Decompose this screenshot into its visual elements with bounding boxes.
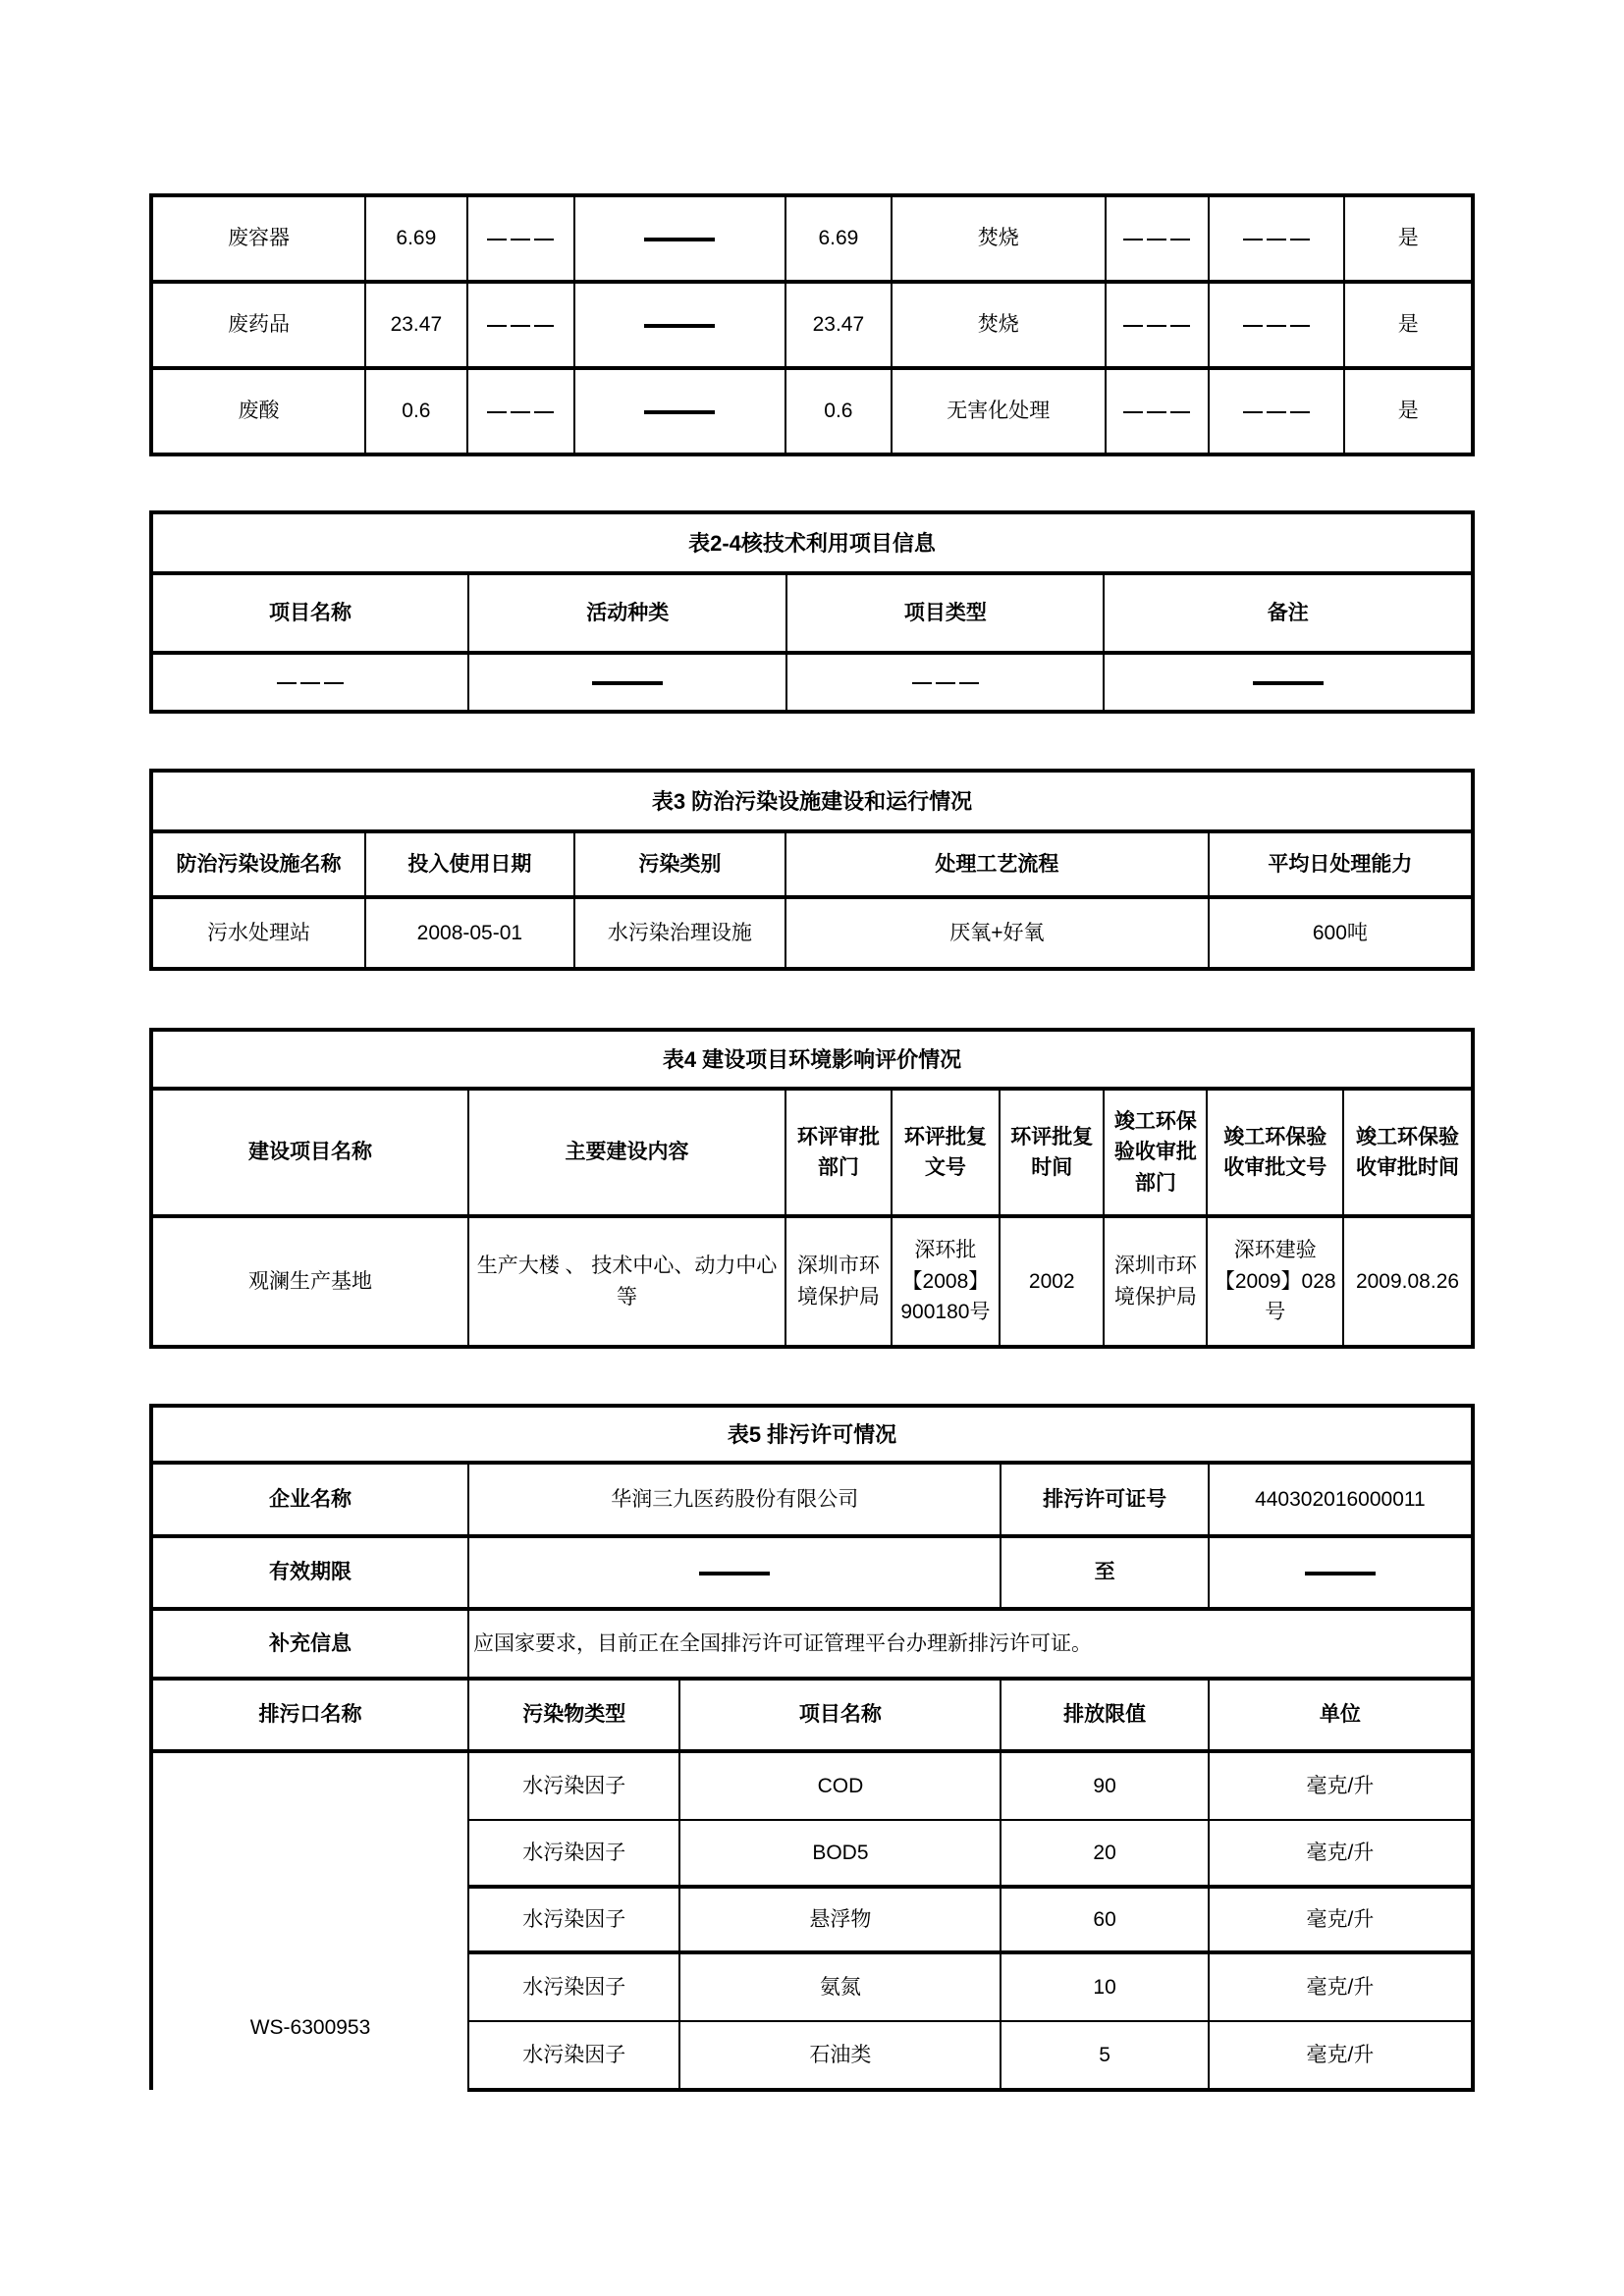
table-cell: 深环建验【2009】028号 [1207, 1216, 1343, 1347]
pollution-facility-table [149, 769, 1475, 971]
table-cell: 23.47 [365, 282, 467, 368]
permit-no-label: 排污许可证号 [1001, 1463, 1208, 1536]
table-cell [574, 195, 785, 282]
table-cell [574, 282, 785, 368]
nuclear-tech-table [149, 510, 1475, 714]
table-header-cell: 防治污染设施名称 [151, 831, 365, 897]
dash-line [699, 1572, 770, 1575]
table-header-cell: 活动种类 [468, 573, 786, 653]
table-cell: 水污染因子 [468, 2021, 679, 2090]
table-cell: 污水处理站 [151, 897, 365, 969]
table-header-cell: 建设项目名称 [151, 1089, 468, 1216]
table-header-cell: 竣工环保验收审批时间 [1343, 1089, 1473, 1216]
table-cell: COD [679, 1751, 1001, 1820]
dash-line [1243, 325, 1310, 327]
table-cell: 10 [1001, 1952, 1208, 2021]
table-cell: 废容器 [151, 195, 365, 282]
table-cell: 深圳市环境保护局 [1104, 1216, 1207, 1347]
table-cell: 水污染因子 [468, 1952, 679, 2021]
validity-from [468, 1536, 1001, 1609]
table-cell: 石油类 [679, 2021, 1001, 2090]
table-cell: 90 [1001, 1751, 1208, 1820]
dash-line [1123, 239, 1190, 240]
dash-line [1243, 411, 1310, 413]
dash-line [644, 238, 715, 241]
dash-line [592, 681, 663, 685]
table-cell: 毫克/升 [1209, 1887, 1473, 1952]
table-cell: 0.6 [785, 368, 892, 454]
table-header-cell: 备注 [1104, 573, 1473, 653]
supplement-label: 补充信息 [151, 1609, 468, 1679]
table-header-cell: 竣工环保验收审批文号 [1207, 1089, 1343, 1216]
table-cell: 焚烧 [892, 195, 1106, 282]
table-cell: 深圳市环境保护局 [785, 1216, 892, 1347]
table-cell [1106, 282, 1209, 368]
table-header-cell: 项目类型 [786, 573, 1104, 653]
validity-label: 有效期限 [151, 1536, 468, 1609]
table-cell [1106, 368, 1209, 454]
table-title: 表3 防治污染设施建设和运行情况 [151, 771, 1473, 831]
dash-line [912, 682, 979, 684]
table-title: 表4 建设项目环境影响评价情况 [151, 1030, 1473, 1089]
table-header-cell: 环评批复文号 [892, 1089, 1000, 1216]
dash-line [277, 682, 344, 684]
table-cell: 氨氮 [679, 1952, 1001, 2021]
table-cell: 5 [1001, 2021, 1208, 2090]
table-cell: 水污染因子 [468, 1820, 679, 1887]
table-cell: 悬浮物 [679, 1887, 1001, 1952]
table-cell: 毫克/升 [1209, 1952, 1473, 2021]
table-header-cell: 项目名称 [151, 573, 468, 653]
table-header-cell: 污染类别 [574, 831, 785, 897]
table-cell: BOD5 [679, 1820, 1001, 1887]
table-cell: 毫克/升 [1209, 2021, 1473, 2090]
table-cell: 无害化处理 [892, 368, 1106, 454]
table-cell [1209, 368, 1345, 454]
table-cell: 观澜生产基地 [151, 1216, 468, 1347]
table-cell [574, 368, 785, 454]
table-cell: 是 [1344, 368, 1473, 454]
table-cell: 水污染因子 [468, 1751, 679, 1820]
dash-line [1305, 1572, 1376, 1575]
company-name-label: 企业名称 [151, 1463, 468, 1536]
table-cell [1209, 282, 1345, 368]
table-cell: 水污染因子 [468, 1887, 679, 1952]
table-cell: 毫克/升 [1209, 1751, 1473, 1820]
dash-line [1123, 325, 1190, 327]
table-header-cell: 环评批复时间 [1000, 1089, 1104, 1216]
to-label: 至 [1001, 1536, 1208, 1609]
table-cell: 60 [1001, 1887, 1208, 1952]
table-header-cell: 平均日处理能力 [1209, 831, 1473, 897]
eia-table [149, 1028, 1475, 1349]
hazardous-waste-table [149, 193, 1475, 456]
table-cell: 2008-05-01 [365, 897, 574, 969]
table-cell: 6.69 [365, 195, 467, 282]
dash-line [644, 410, 715, 414]
table-cell: 20 [1001, 1820, 1208, 1887]
table-cell: 2002 [1000, 1216, 1104, 1347]
table-header-cell: 环评审批部门 [785, 1089, 892, 1216]
table-header-cell: 投入使用日期 [365, 831, 574, 897]
dash-line [487, 239, 554, 240]
supplement-text: 应国家要求，目前正在全国排污许可证管理平台办理新排污许可证。 [468, 1609, 1473, 1679]
permit-no-value: 440302016000011 [1209, 1463, 1473, 1536]
table-cell [1209, 195, 1345, 282]
table-header-cell: 竣工环保验收审批部门 [1104, 1089, 1207, 1216]
table-cell: 焚烧 [892, 282, 1106, 368]
validity-to [1209, 1536, 1473, 1609]
outlet-name: WS-6300953 [151, 1751, 468, 2090]
table-cell [1104, 653, 1473, 712]
table-cell: 600吨 [1209, 897, 1473, 969]
table-header-cell: 污染物类型 [468, 1679, 679, 1751]
table-cell [467, 282, 574, 368]
table-cell: 深环批【2008】900180号 [892, 1216, 1000, 1347]
table-cell: 23.47 [785, 282, 892, 368]
table-title: 表5 排污许可情况 [151, 1406, 1473, 1463]
table-header-cell: 排放限值 [1001, 1679, 1208, 1751]
table-cell [467, 195, 574, 282]
table-header-cell: 单位 [1209, 1679, 1473, 1751]
dash-line [487, 325, 554, 327]
table-cell: 6.69 [785, 195, 892, 282]
dash-line [487, 411, 554, 413]
dash-line [1123, 411, 1190, 413]
table-cell: 废药品 [151, 282, 365, 368]
table-cell: 生产大楼 、 技术中心、动力中心等 [468, 1216, 785, 1347]
table-cell [151, 653, 468, 712]
table-title: 表2-4核技术利用项目信息 [151, 512, 1473, 573]
table-cell: 毫克/升 [1209, 1820, 1473, 1887]
table-cell: 0.6 [365, 368, 467, 454]
table-cell: 是 [1344, 195, 1473, 282]
table-cell: 水污染治理设施 [574, 897, 785, 969]
table-cell: 厌氧+好氧 [785, 897, 1209, 969]
table-header-cell: 主要建设内容 [468, 1089, 785, 1216]
table-cell [786, 653, 1104, 712]
company-name-value: 华润三九医药股份有限公司 [468, 1463, 1001, 1536]
dash-line [1243, 239, 1310, 240]
table-cell: 废酸 [151, 368, 365, 454]
table-cell [1106, 195, 1209, 282]
table-cell [468, 653, 786, 712]
table-cell: 2009.08.26 [1343, 1216, 1473, 1347]
dash-line [644, 324, 715, 328]
table-cell [467, 368, 574, 454]
table-header-cell: 处理工艺流程 [785, 831, 1209, 897]
table-cell: 是 [1344, 282, 1473, 368]
table-header-cell: 排污口名称 [151, 1679, 468, 1751]
discharge-permit-table [149, 1404, 1475, 2092]
dash-line [1253, 681, 1324, 685]
table-header-cell: 项目名称 [679, 1679, 1001, 1751]
